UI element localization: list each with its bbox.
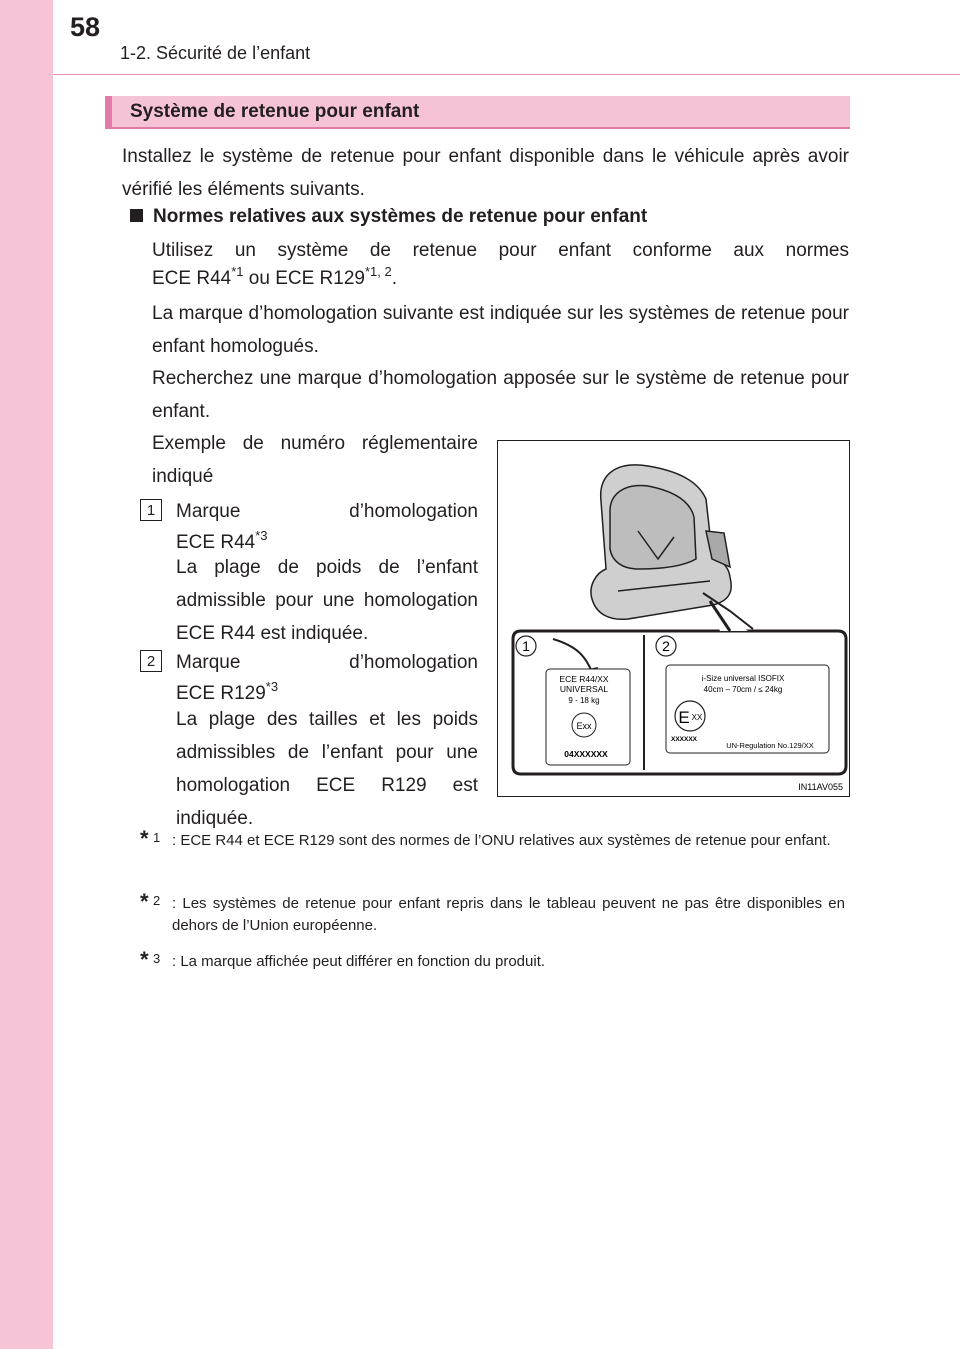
footnote-3-sup: 3	[153, 951, 161, 966]
norms-p2: La marque d’homologation suivante est indiquée sur les systèmes de retenue pour enfant homologués.	[152, 303, 849, 357]
child-seat-icon	[591, 465, 731, 619]
norms-p3: Recherchez une marque d’homologation apposée sur le système de retenue pour enfant.	[152, 368, 849, 422]
item-number-1: 1	[140, 499, 162, 521]
footnote-2-star: *	[140, 889, 149, 914]
banner-title: Système de retenue pour enfant	[130, 101, 420, 122]
label1-line1: ECE R44/XX	[559, 674, 609, 684]
item2-title-std: ECE R129	[176, 683, 266, 704]
footnote-1-text: : ECE R44 et ECE R129 sont des normes de l’ONU relatives aux systèmes de retenue pour enfant.	[172, 832, 831, 849]
child-seat-figure	[497, 440, 850, 797]
norm-r129: ou ECE R129	[243, 268, 365, 289]
header-divider	[53, 74, 960, 75]
item2-description: La plage des tailles et les poids admissibles de l’enfant pour une homologation ECE R129 est indiquée.	[176, 709, 478, 829]
label2-regulation: UN-Regulation No.129/XX	[726, 741, 814, 750]
item-number-2: 2	[140, 650, 162, 672]
item1-title-std: ECE R44	[176, 532, 256, 553]
section-banner	[105, 96, 850, 129]
side-strip	[0, 0, 53, 1349]
norms-p1-line2	[152, 262, 849, 295]
footnote-2-text: : Les systèmes de retenue pour enfant repris dans le tableau peuvent ne pas être disponibles en dehors de l’Union européenne.	[172, 895, 845, 934]
footnote-1-sup: 1	[153, 830, 161, 845]
label2-line2: 40cm – 70cm / ≤ 24kg	[703, 685, 783, 694]
label1-emark: Exx	[576, 721, 592, 731]
callout-2: 2	[662, 638, 670, 654]
norm-period: .	[391, 268, 397, 289]
bullet-square-icon	[130, 209, 143, 222]
figure-illustration	[498, 441, 849, 796]
item1-title-sup: *3	[255, 528, 268, 543]
intro-paragraph: Installez le système de retenue pour enfant disponible dans le véhicule après avoir vérifié les éléments suivants.	[122, 146, 849, 200]
section-title: 1-2. Sécurité de l’enfant	[120, 43, 311, 63]
label1-code: 04XXXXXX	[564, 749, 608, 759]
callout-1: 1	[522, 638, 530, 654]
footnote-2-sup: 2	[153, 893, 161, 908]
norms-p1-line1: Utilisez un système de retenue pour enfant conforme aux normes	[152, 240, 849, 261]
item2-title-sup: *3	[265, 679, 279, 694]
example-caption: Exemple de numéro réglementaire indiqué	[152, 433, 478, 487]
figure-code: IN11AV055	[798, 782, 843, 792]
page-number: 58	[70, 12, 101, 42]
label2-line1: i-Size universal ISOFIX	[701, 674, 785, 683]
norms-heading: Normes relatives aux systèmes de retenue pour enfant	[153, 206, 648, 227]
label1-line2: UNIVERSAL	[559, 684, 609, 694]
label2-emark: E	[678, 708, 690, 727]
norm-r44: ECE R44	[152, 268, 232, 289]
norm-r44-sup: *1	[231, 264, 244, 279]
label2-code: XXXXXX	[670, 736, 698, 743]
footnote-3-star: *	[140, 947, 149, 972]
label2-emark-sub: XX	[691, 713, 703, 722]
label1-line3: 9 - 18 kg	[568, 696, 600, 705]
item2-title-line1: Marque d’homologation	[176, 652, 478, 673]
norm-r129-sup: *1, 2	[364, 264, 392, 279]
item1-description: La plage de poids de l’enfant admissible pour une homologation ECE R44 est indiquée.	[176, 557, 478, 644]
item1-title-line1: Marque d’homologation	[176, 501, 478, 522]
footnote-1-star: *	[140, 826, 149, 851]
footnote-3-text: : La marque affichée peut différer en fonction du produit.	[172, 953, 546, 970]
